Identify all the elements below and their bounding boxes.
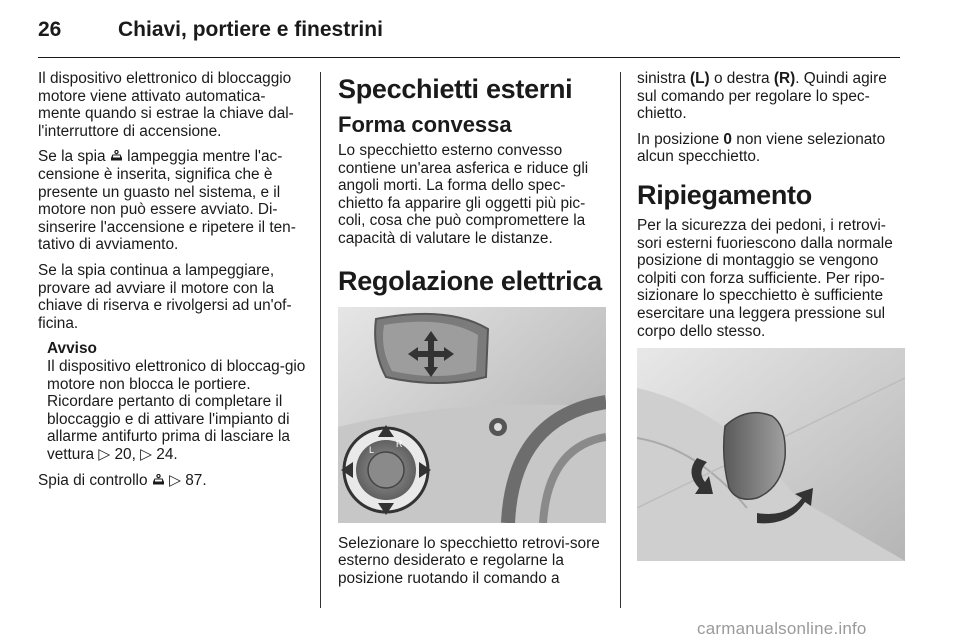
column-divider-2 <box>620 72 621 608</box>
note-body: Il dispositivo elettronico di bloccag-gio motore non blocca le portiere. Ricordare pertanto di completare il bloccaggio e di attivare l'impianto di allarme antifurto prima di lasciare la vettura ▷ 20, ▷ 24. <box>47 357 306 463</box>
note-text: Il dispositivo elettronico di bloccag-gio motore non blocca le portiere. Ricordare pertanto di completare il bloccaggio e di attivare l'impianto di allarme antifurto prima di lasciare la vettura <box>47 357 306 463</box>
zero-text-2: non viene selezionato alcun specchietto. <box>637 130 886 166</box>
zero-text-1: In posizione <box>637 130 724 148</box>
mirror-adjust-drawing <box>338 307 606 523</box>
triangle-right-icon: ▷ <box>140 445 152 463</box>
page-header <box>38 18 383 50</box>
triangle-right-icon: ▷ <box>98 445 111 463</box>
convex-paragraph: Lo specchietto esterno convesso contiene un'area asferica e riduce gli angoli morti. La forma dello spec-chietto fa apparire gli oggetti più pic-coli, cosa che può compromettere la capacità di valutare le distanze. <box>338 142 589 247</box>
zero-label: 0 <box>723 130 732 148</box>
mirror-control-illustration <box>338 307 606 523</box>
mirror-fold-drawing <box>637 348 905 561</box>
column-middle <box>338 70 606 595</box>
right-label: (R) <box>773 70 796 87</box>
car-key-warning-icon <box>110 150 123 162</box>
immobiliser-paragraph: Il dispositivo elettronico di bloccaggio motore viene attivato automatica-mente quando si estrae la chiave dal-l'interruttore di accensione. <box>38 70 294 140</box>
folding-paragraph: Per la sicurezza dei pedoni, i retrovi-sori esterni fuoriescono dalla normale posizione di montaggio se vengono colpiti con forza sufficiente. Per ripo-sizionare lo specchietto è sufficiente esercitare una leggera pressione sul corpo dello stesso. <box>637 216 893 340</box>
page-number: 26 <box>38 18 62 41</box>
site-watermark: carmanualsonline.info <box>697 619 867 638</box>
note-heading: Avviso <box>47 340 97 358</box>
subheading-convex: Forma convessa <box>338 112 512 137</box>
column-right <box>637 70 905 561</box>
warning-text-end: lampeggia mentre l'ac-censione è inserita, significa che è presente un guasto nel sistema, e il motore non può essere avviato. Di-sinserire l'accensione e ripetere il ten-tativo di avviamento. <box>38 148 296 254</box>
mirror-folding-illustration <box>637 348 905 561</box>
column-left <box>38 70 308 498</box>
header-divider <box>38 57 900 58</box>
control-light-text: Spia di controllo <box>38 472 152 490</box>
lr-text-3: . Quindi agire sul comando per regolare lo spec-chietto. <box>637 70 887 123</box>
triangle-right-icon: ▷ <box>169 472 181 490</box>
left-label: (L) <box>690 70 710 87</box>
left-right-paragraph <box>637 70 905 123</box>
zero-position-paragraph <box>637 131 905 166</box>
select-mirror-paragraph: Selezionare lo specchietto retrovi-sore esterno desiderato e regolarne la posizione ruotando il comando a <box>338 534 600 587</box>
note-box <box>38 340 308 463</box>
right-mirror-label: R <box>396 438 403 449</box>
lr-text-2: o destra <box>709 70 774 87</box>
note-ref-link-2[interactable]: 24 <box>156 445 174 463</box>
lr-text-1: sinistra <box>637 70 691 87</box>
column-divider-1 <box>320 72 321 608</box>
note-ref-link-1[interactable]: 20 <box>114 445 132 463</box>
left-mirror-label: L <box>369 444 375 455</box>
control-light-paragraph: Spia di controllo ▷ 87. <box>38 472 207 490</box>
page-title: Chiavi, portiere e finestrini <box>118 18 383 41</box>
car-key-warning-icon <box>152 474 165 486</box>
section-heading-electric-adjustment: Regolazione elettrica <box>338 265 602 296</box>
section-heading-folding: Ripiegamento <box>637 179 812 210</box>
warning-text-start: Se la spia <box>38 148 110 166</box>
control-light-ref-link[interactable]: 87 <box>185 472 203 490</box>
retry-paragraph: Se la spia continua a lampeggiare, provare ad avviare il motore con la chiave di riserva e rivolgersi ad un'of-ficina. <box>38 261 292 332</box>
section-heading-mirrors: Specchietti esterni <box>338 74 573 104</box>
warning-light-paragraph <box>38 148 308 254</box>
